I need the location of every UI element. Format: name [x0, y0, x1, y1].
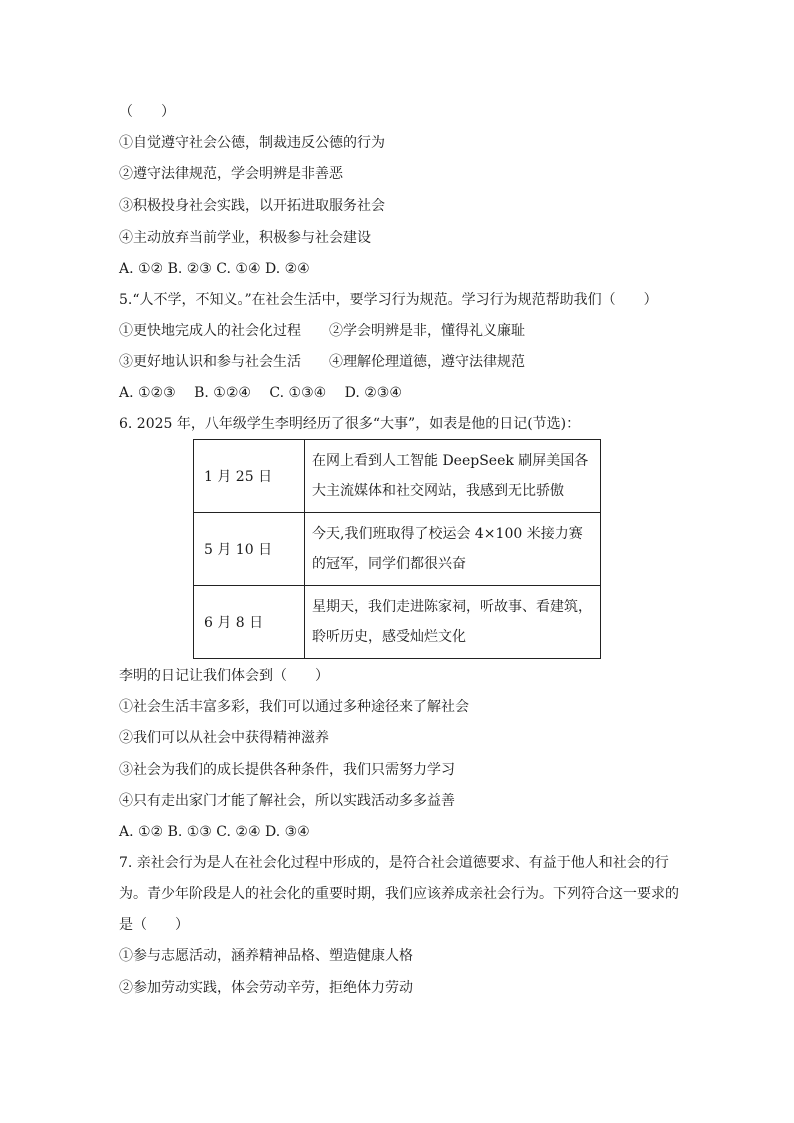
q6-choices: A. ①② B. ①③ C. ②④ D. ③④: [119, 824, 310, 840]
q7-option-1: ①参与志愿活动，涵养精神品格、塑造健康人格: [119, 948, 413, 964]
table-row: [194, 440, 601, 513]
q7-stem-line-2: 为。青少年阶段是人的社会化的重要时期，我们应该养成亲社会行为。下列符合这一要求的: [119, 886, 679, 902]
diary-table: [193, 439, 601, 659]
q5-choices: A. ①②③ B. ①②④ C. ①③④ D. ②③④: [119, 385, 402, 401]
q4-option-1: ①自觉遵守社会公德，制裁违反公德的行为: [119, 135, 385, 151]
q4-option-4: ④主动放弃当前学业，积极参与社会建设: [119, 230, 371, 246]
q7-stem-line-1: 7. 亲社会行为是人在社会化过程中形成的，是符合社会道德要求、有益于他人和社会的行: [119, 855, 669, 871]
q7-stem-line-3: 是（ ）: [119, 917, 189, 933]
diary-date: 1 月 25 日: [194, 440, 305, 513]
table-row: [194, 513, 601, 586]
q5-options-3-4: ③更好地认识和参与社会生活 ④理解伦理道德，遵守法律规范: [119, 354, 525, 370]
q6-stem: 6. 2025 年，八年级学生李明经历了很多“大事”，如表是他的日记(节选)：: [119, 416, 581, 432]
q4-option-3: ③积极投身社会实践，以开拓进取服务社会: [119, 198, 385, 214]
q6-option-3: ③社会为我们的成长提供各种条件，我们只需努力学习: [119, 762, 455, 778]
q4-option-2: ②遵守法律规范，学会明辨是非善恶: [119, 166, 343, 182]
q4-answer-paren: （ ）: [119, 104, 175, 120]
diary-entry: 今天,我们班取得了校运会 4×100 米接力赛的冠军，同学们都很兴奋: [305, 513, 601, 586]
q6-option-1: ①社会生活丰富多彩，我们可以通过多种途径来了解社会: [119, 699, 469, 715]
diary-date: 6 月 8 日: [194, 586, 305, 659]
q7-option-2: ②参加劳动实践，体会劳动辛劳，拒绝体力劳动: [119, 980, 413, 996]
table-row: [194, 586, 601, 659]
q6-option-2: ②我们可以从社会中获得精神滋养: [119, 730, 329, 746]
q6-follow-up: 李明的日记让我们体会到（ ）: [119, 668, 329, 684]
q5-options-1-2: ①更快地完成人的社会化过程 ②学会明辨是非，懂得礼义廉耻: [119, 323, 525, 339]
diary-date: 5 月 10 日: [194, 513, 305, 586]
q4-choices: A. ①② B. ②③ C. ①④ D. ②④: [119, 261, 310, 277]
diary-entry: 星期天，我们走进陈家祠，听故事、看建筑，聆听历史，感受灿烂文化: [305, 586, 601, 659]
q5-stem: 5.“人不学，不知义。”在社会生活中，要学习行为规范。学习行为规范帮助我们（ ）: [119, 292, 658, 308]
q6-option-4: ④只有走出家门才能了解社会，所以实践活动多多益善: [119, 793, 455, 809]
diary-entry: 在网上看到人工智能 DeepSeek 刷屏美国各大主流媒体和社交网站，我感到无比骄傲: [305, 440, 601, 513]
